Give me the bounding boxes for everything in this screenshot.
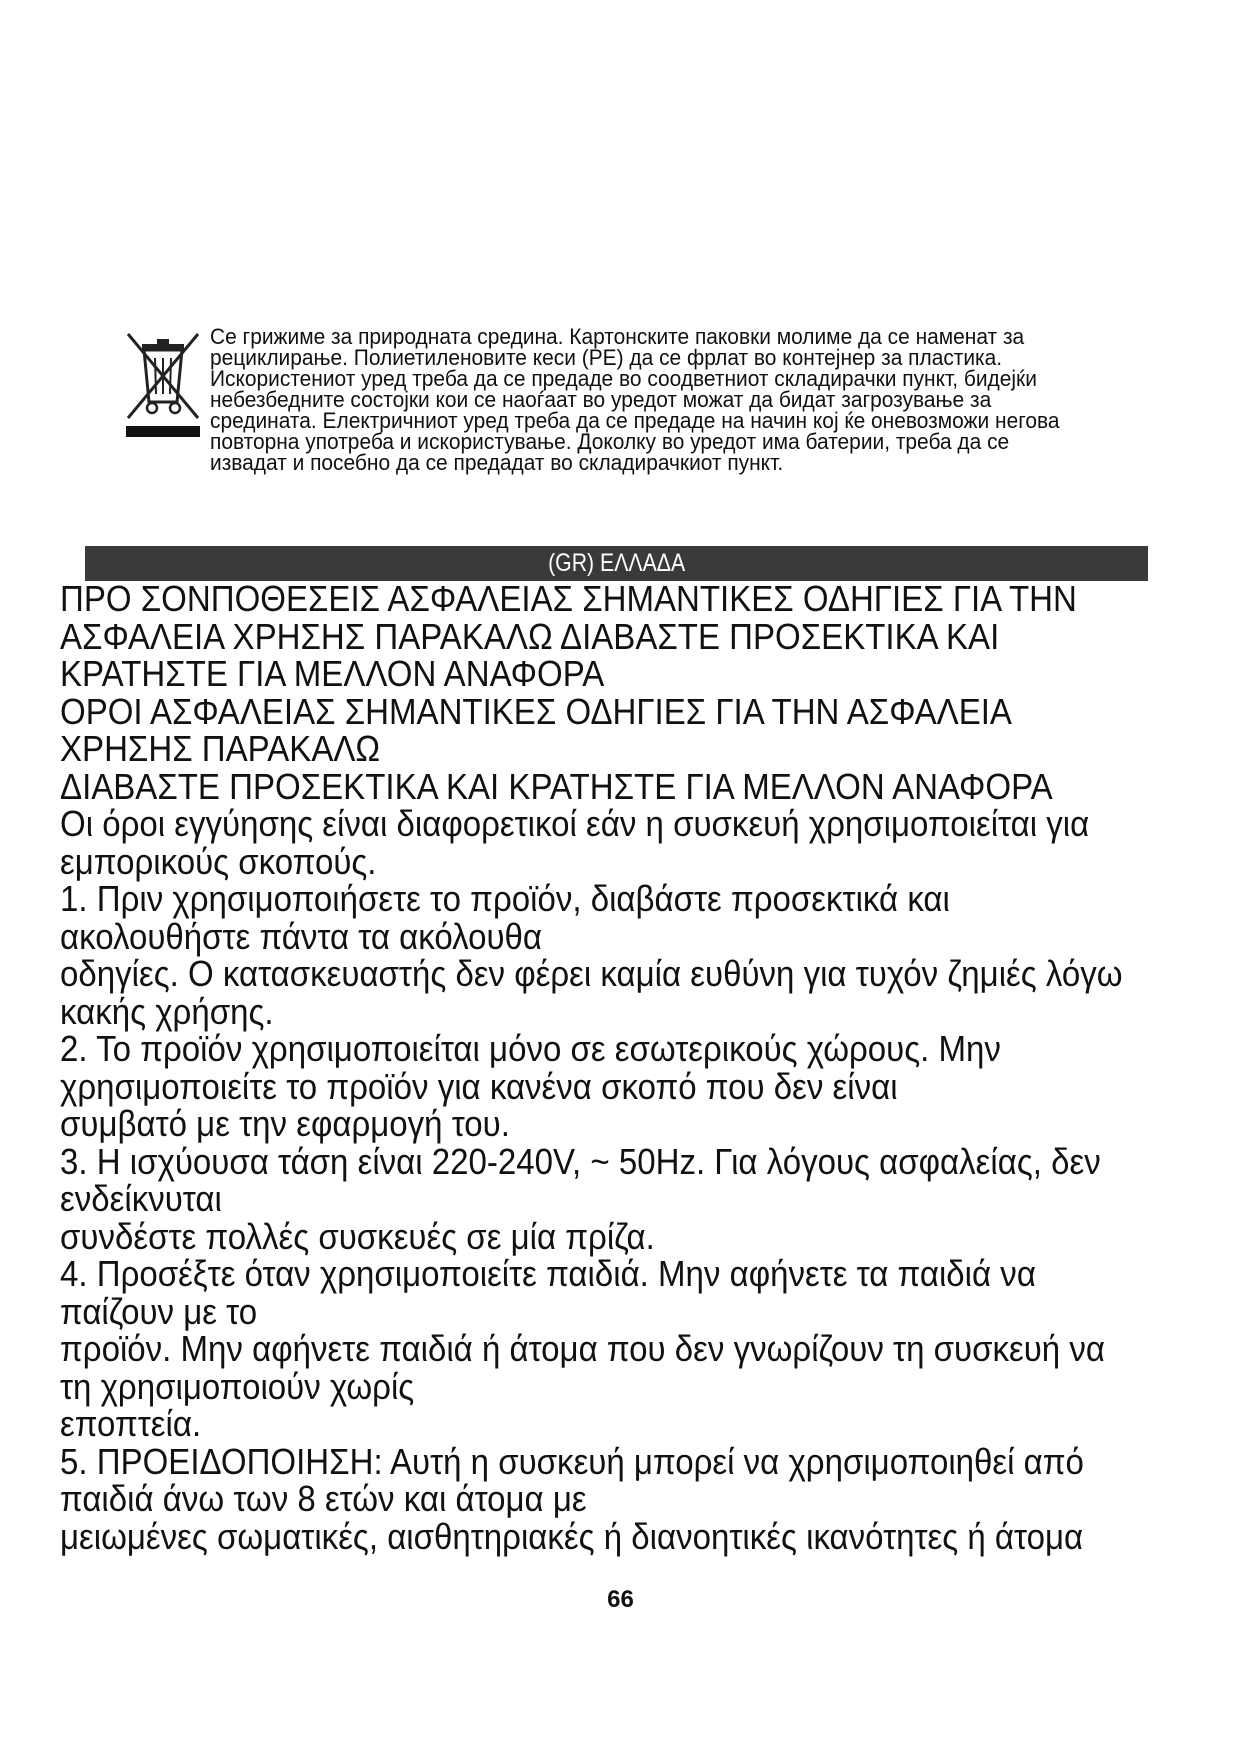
body-line: 4. Προσέξτε όταν χρησιμοποιείτε παιδιά. Μην αφήνετε τα παιδιά να	[60, 1253, 1036, 1294]
section-header-title: (GR) ΕΛΛΑΔΑ	[547, 549, 686, 577]
body-line: ΠΡΟ ΣΟΝΠΟΘΕΣΕΙΣ ΑΣΦΑΛΕΙΑΣ ΣΗΜΑΝΤΙΚΕΣ ΟΔΗΓΙΕΣ ΓΙΑ ΤΗΝ	[60, 578, 1077, 619]
section-header-bar	[85, 546, 1148, 581]
body-line: χρησιμοποιείτε το προϊόν για κανένα σκοπό που δεν είναι	[60, 1065, 898, 1107]
body-line: συμβατό με την εφαρμογή του.	[60, 1103, 510, 1144]
body-line: ΟΡΟΙ ΑΣΦΑΛΕΙΑΣ ΣΗΜΑΝΤΙΚΕΣ ΟΔΗΓΙΕΣ ΓΙΑ ΤΗΝ ΑΣΦΑΛΕΙΑ	[60, 690, 1012, 732]
body-line: παίζουν με το	[60, 1290, 258, 1332]
notice-line: рециклирање. Полиетиленовите кеси (PE) да се фрлат во контејнер за пластика.	[210, 345, 1003, 370]
body-line: 3. Η ισχύουσα τάση είναι 220-240V, ~ 50Hz. Για λόγους ασφαλείας, δεν	[60, 1140, 1101, 1182]
notice-line: Искористениот уред треба да се предаде во соодветниот складирачки пункт, бидејќи	[210, 366, 1037, 391]
body-line: 1. Πριν χρησιμοποιήσετε το προϊόν, διαβάστε προσεκτικά και	[60, 878, 950, 919]
body-line: ΚΡΑΤΗΣΤΕ ΓΙΑ ΜΕΛΛΟΝ ΑΝΑΦΟΡΑ	[60, 653, 605, 694]
crossed-out-wheelie-bin-icon	[122, 330, 204, 438]
notice-line: небезбедните состојки кои се наоѓаат во уредот можат да бидат загрозување за	[210, 387, 992, 412]
body-line: προϊόν. Μην αφήνετε παιδιά ή άτομα που δεν γνωρίζουν τη συσκευή να	[60, 1328, 1105, 1369]
body-line: κακής χρήσης.	[60, 990, 274, 1032]
body-line: ΔΙΑΒΑΣΤΕ ΠΡΟΣΕΚΤΙΚΑ ΚΑΙ ΚΡΑΤΗΣΤΕ ΓΙΑ ΜΕΛΛΟΝ ΑΝΑΦΟΡΑ	[60, 765, 1053, 807]
body-line: εμπορικούς σκοπούς.	[60, 840, 377, 882]
safety-instructions-body	[60, 580, 1230, 1555]
recycling-notice	[122, 326, 1142, 496]
body-line: μειωμένες σωματικές, αισθητηριακές ή διανοητικές ικανότητες ή άτομα	[60, 1515, 1084, 1557]
body-line: Οι όροι εγγύησης είναι διαφορετικοί εάν η συσκευή χρησιμοποιείται για	[60, 803, 1090, 844]
page-number: 66	[607, 1586, 634, 1613]
recycling-notice-text	[210, 326, 1103, 473]
notice-line: извадат и посебно да се предадат во складирачкиот пункт.	[210, 450, 784, 475]
body-line: συνδέστε πολλές συσκευές σε μία πρίζα.	[60, 1215, 655, 1257]
body-line: εποπτεία.	[60, 1403, 202, 1444]
notice-line: средината. Електричниот уред треба да се предаде на начин кој ќе оневозможи негова	[210, 408, 1060, 433]
body-line: 5. ΠΡΟΕΙΔΟΠΟΙΗΣΗ: Αυτή η συσκευή μπορεί να χρησιμοποιηθεί από	[60, 1440, 1084, 1482]
body-line: ενδείκνυται	[60, 1178, 222, 1219]
notice-line: Се грижиме за природната средина. Картонските паковки молиме да се наменат за	[210, 324, 1025, 349]
body-line: ΧΡΗΣΗΣ ΠΑΡΑΚΑΛΩ	[60, 728, 381, 769]
body-line: 2. Το προϊόν χρησιμοποιείται μόνο σε εσωτερικούς χώρους. Μην	[60, 1028, 1001, 1069]
notice-line: повторна употреба и искористување. Доколку во уредот има батерии, треба да се	[210, 429, 1010, 454]
body-line: ακολουθήστε πάντα τα ακόλουθα	[60, 915, 543, 957]
body-line: παιδιά άνω των 8 ετών και άτομα με	[60, 1478, 587, 1519]
body-line: τη χρησιμοποιούν χωρίς	[60, 1365, 415, 1407]
body-line: ΑΣΦΑΛΕΙΑ ΧΡΗΣΗΣ ΠΑΡΑΚΑΛΩ ΔΙΑΒΑΣΤΕ ΠΡΟΣΕΚΤΙΚΑ ΚΑΙ	[60, 615, 1000, 657]
body-line: οδηγίες. Ο κατασκευαστής δεν φέρει καμία ευθύνη για τυχόν ζημιές λόγω	[60, 953, 1123, 994]
